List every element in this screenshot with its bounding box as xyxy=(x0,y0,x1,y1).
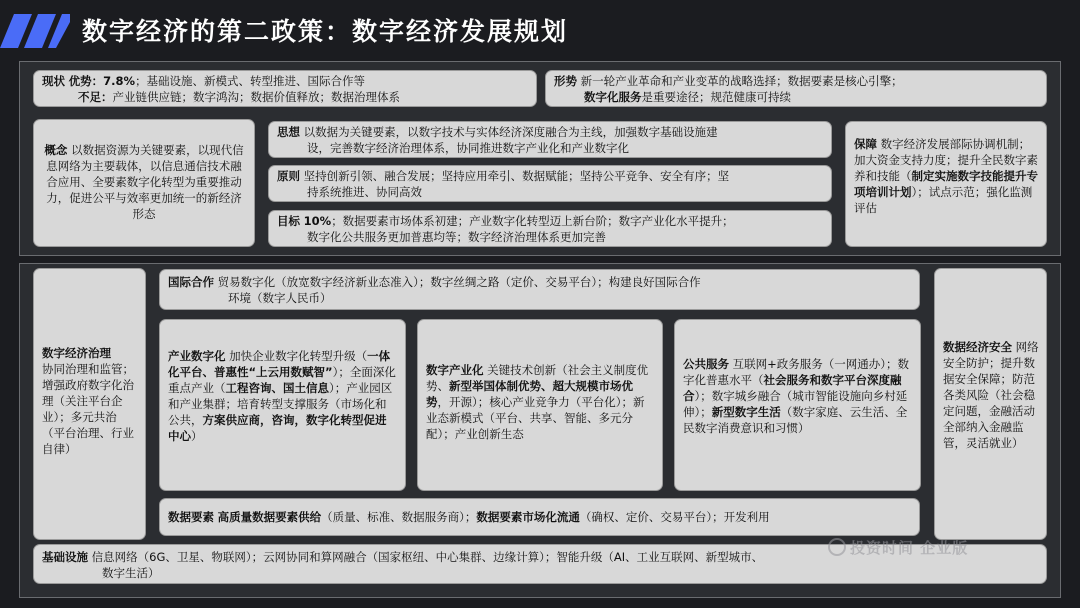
security-box: 数据经济安全 网络安全防护；提升数据安全保障；防范各类风险（社会稳定问题，金融活动全部纳入金融监管，灵活就业） xyxy=(934,268,1047,540)
status-box: 现状 优势：7.8%；基础设施、新模式、转型推进、国际合作等 不足：产业链供应链；数字鸿沟；数据价值释放；数据治理体系 xyxy=(33,70,537,107)
principle-box: 原则 坚持创新引领、融合发展；坚持应用牵引、数据赋能；坚持公平竞争、安全有序；坚 持系统推进、协同高效 xyxy=(268,165,832,202)
data-element-box: 数据要素 高质量数据要素供给（质量、标准、数据服务商）；数据要素市场化流通（确权、定价、交易平台）；开发利用 xyxy=(159,498,920,536)
goal-box: 目标 10%；数据要素市场体系初建；产业数字化转型迈上新台阶；数字产业化水平提升； 数字化公共服务更加普惠均等；数字经济治理体系更加完善 xyxy=(268,210,832,247)
watermark-icon xyxy=(828,538,846,556)
thought-box: 思想 以数据为关键要素，以数字技术与实体经济深度融合为主线，加强数字基础设施建 设，完善数字经济治理体系，协同推进数字产业化和产业数字化 xyxy=(268,121,832,158)
governance-box: 数字经济治理 协同治理和监管；增强政府数字化治理（关注平台企业）；多元共治（平台治理、行业自律） xyxy=(33,268,146,540)
page-title: 数字经济的第二政策：数字经济发展规划 xyxy=(82,17,569,46)
public-service-box: 公共服务 互联网+政务服务（一网通办）；数字化普惠水平（社会服务和数字平台深度融合）；数字城乡融合（城市智能设施向乡村延伸）；新型数字生活（数字家庭、云生活、全民数字消费意识和习惯） xyxy=(674,319,921,491)
digital-industrialization-box: 数字产业化 关键技术创新（社会主义制度优势、新型举国体制优势、超大规模市场优势，开源）；核心产业竞争力（平台化）；新业态新模式（平台、共享、智能、多元分配）；产业创新生态 xyxy=(417,319,663,491)
watermark-logo: 投资时间 企业版 xyxy=(828,537,968,558)
international-box: 国际合作 贸易数字化（放宽数字经济新业态准入）；数字丝绸之路（定价、交易平台）；构建良好国际合作 环境（数字人民币） xyxy=(159,269,920,310)
guarantee-box: 保障 数字经济发展部际协调机制；加大资金支持力度；提升全民数字素养和技能（制定实施数字技能提升专项培训计划）；试点示范；强化监测评估 xyxy=(845,121,1047,247)
infrastructure-box: 基础设施 信息网络（6G、卫星、物联网）；云网协同和算网融合（国家枢纽、中心集群、边缘计算）；智能升级（AI、工业互联网、新型城市、 数字生活） xyxy=(33,544,1047,584)
concept-box: 概念 以数据资源为关键要素，以现代信息网络为主要载体，以信息通信技术融合应用、全要素数字化转型为重要推动力，促进公平与效率更加统一的新经济形态 xyxy=(33,119,255,247)
trend-box: 形势 新一轮产业革命和产业变革的战略选择；数据要素是核心引擎； 数字化服务是重要途径；规范健康可持续 xyxy=(545,70,1047,107)
title-slash-decoration xyxy=(0,14,70,48)
industry-digitalization-box: 产业数字化 加快企业数字化转型升级（一体化平台、普惠性“上云用数赋智”）；全面深化重点产业（工程咨询、国土信息）；产业园区和产业集群；培育转型支撑服务（市场化和公共，方案供应商，咨询，数字化转型促进中心） xyxy=(159,319,406,491)
